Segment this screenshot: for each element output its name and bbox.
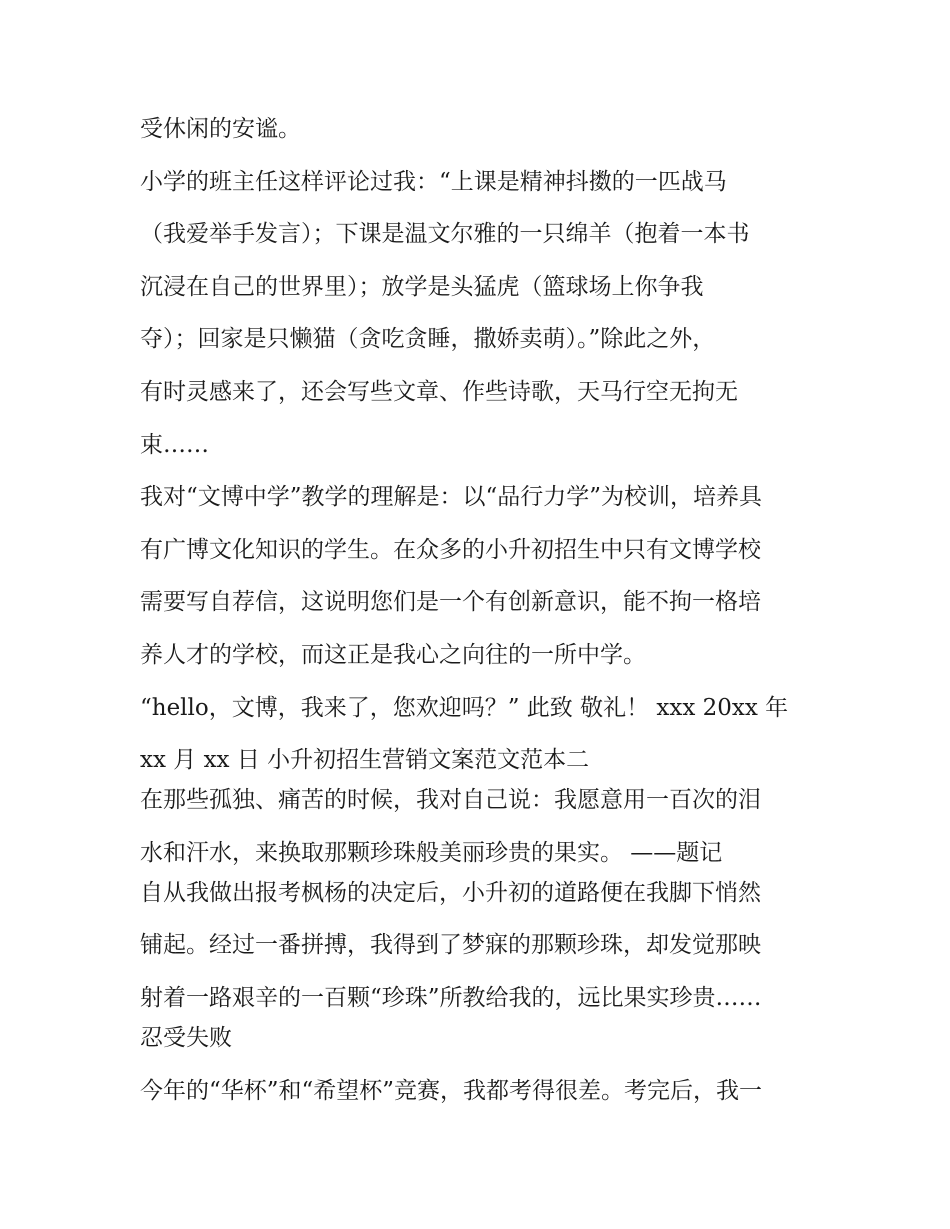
text-line: 有广博文化知识的学生。在众多的小升初招生中只有文博学校 bbox=[140, 536, 761, 563]
text-line: 忍受失败 bbox=[140, 1024, 232, 1051]
text-line: 小学的班主任这样评论过我：“上课是精神抖擞的一匹战马 bbox=[140, 168, 727, 195]
text-line: 射着一路艰辛的一百颗“珍珠”所教给我的，远比果实珍贵…… bbox=[140, 984, 762, 1011]
text-line: “hello，文博，我来了，您欢迎吗？” 此致 敬礼！ xxx 20xx 年 bbox=[140, 694, 789, 721]
text-line: 受休闲的安谧。 bbox=[140, 116, 301, 142]
text-line: 沉浸在自己的世界里）；放学是头猛虎（篮球场上你争我 bbox=[140, 273, 704, 300]
text-line: 束…… bbox=[140, 431, 209, 458]
text-line: 需要写自荐信，这说明您们是一个有创新意识，能不拘一格培 bbox=[140, 589, 761, 616]
text-line: 水和汗水，来换取那颗珍珠般美丽珍贵的果实。 ——题记 bbox=[140, 839, 723, 866]
text-line: 夺）；回家是只懒猫（贪吃贪睡，撒娇卖萌）。”除此之外， bbox=[140, 326, 716, 353]
text-line: 自从我做出报考枫杨的决定后，小升初的道路便在我脚下悄然 bbox=[140, 879, 761, 906]
document-body bbox=[140, 110, 820, 1124]
text-line: 有时灵感来了，还会写些文章、作些诗歌，天马行空无拘无 bbox=[140, 378, 738, 405]
text-line: 我对“文博中学”教学的理解是：以“品行力学”为校训，培养具 bbox=[140, 484, 763, 511]
text-line: 在那些孤独、痛苦的时候，我对自己说：我愿意用一百次的泪 bbox=[140, 787, 761, 814]
text-line: 铺起。经过一番拼搏，我得到了梦寐的那颗珍珠，却发觉那映 bbox=[140, 932, 761, 959]
text-line: （我爱举手发言）；下课是温文尔雅的一只绵羊（抱着一本书 bbox=[140, 221, 750, 248]
text-line: 今年的“华杯”和“希望杯”竞赛，我都考得很差。考完后，我一 bbox=[140, 1077, 763, 1104]
text-line: xx 月 xx 日 小升初招生营销文案范文范本二 bbox=[140, 747, 590, 774]
text-line: 养人才的学校，而这正是我心之向往的一所中学。 bbox=[140, 641, 646, 668]
